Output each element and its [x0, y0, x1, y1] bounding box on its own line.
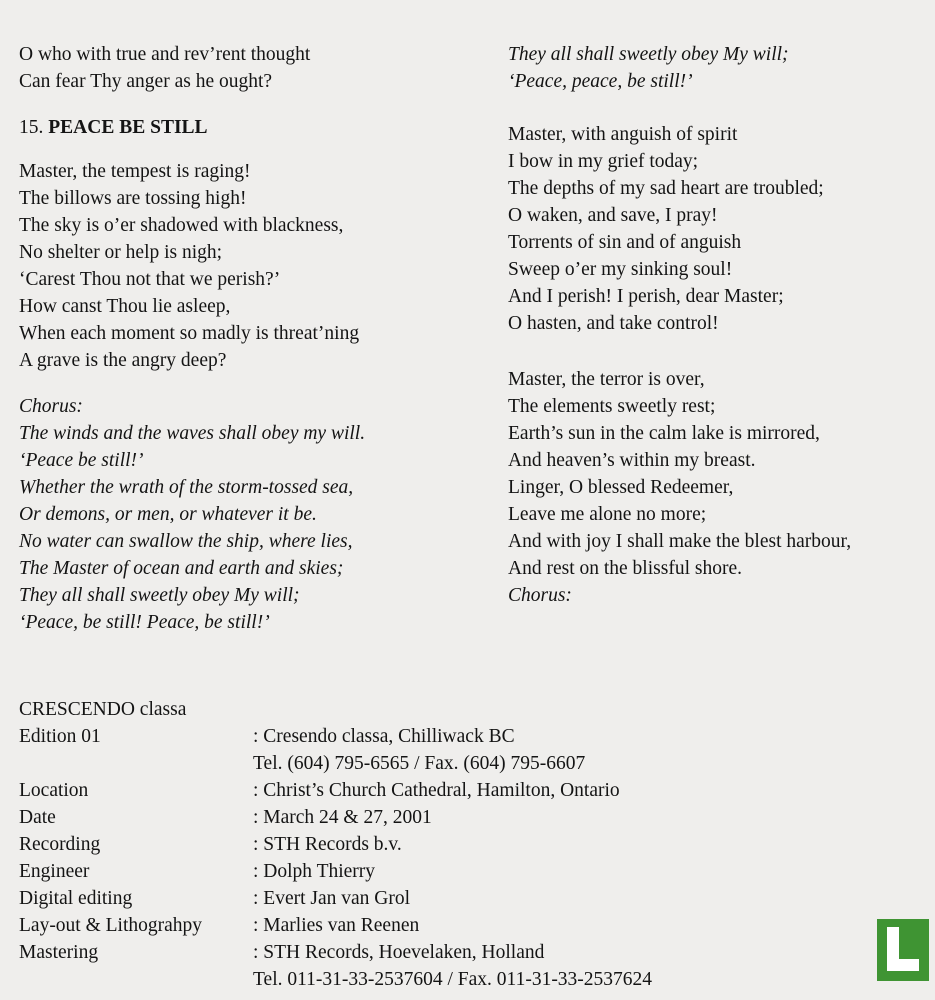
credit-value: Tel. (604) 795-6565 / Fax. (604) 795-6607 — [253, 753, 586, 774]
verse1-line-2: The billows are tossing high! — [19, 188, 247, 209]
credit-value: : Cresendo classa, Chilliwack BC — [253, 726, 515, 747]
credit-value: : Marlies van Reenen — [253, 915, 420, 936]
credit-label: Digital editing — [19, 888, 133, 909]
chorus-end-line-2: ‘Peace, peace, be still!’ — [508, 71, 693, 92]
credits-heading: CRESCENDO classa — [19, 699, 187, 720]
chorus-label-left: Chorus: — [19, 396, 83, 417]
credit-value: Tel. 011-31-33-2537604 / Fax. 011-31-33-2537624 — [253, 969, 653, 990]
verse2-line-5: Torrents of sin and of anguish — [508, 232, 742, 253]
verse1-line-3: The sky is o’er shadowed with blackness, — [19, 215, 344, 236]
credit-label: Lay-out & Lithograhpy — [19, 915, 203, 936]
credit-label: Engineer — [19, 861, 90, 882]
logo-letter-base — [887, 959, 919, 971]
chorus-line-6: The Master of ocean and earth and skies; — [19, 558, 344, 579]
credit-label: Edition 01 — [19, 726, 101, 747]
chorus-label-right: Chorus: — [508, 585, 572, 606]
chorus-line-2: ‘Peace be still!’ — [19, 450, 144, 471]
chorus-end-line-1: They all shall sweetly obey My will; — [508, 44, 789, 65]
intro-line-1: O who with true and rev’rent thought — [19, 44, 311, 65]
verse2-line-8: O hasten, and take control! — [508, 313, 719, 334]
credit-label: Mastering — [19, 942, 99, 963]
label-logo-icon — [877, 919, 929, 981]
chorus-line-7: They all shall sweetly obey My will; — [19, 585, 300, 606]
credit-value: : Christ’s Church Cathedral, Hamilton, Ontario — [253, 780, 620, 801]
chorus-line-1: The winds and the waves shall obey my will. — [19, 423, 366, 444]
verse1-line-4: No shelter or help is nigh; — [19, 242, 223, 263]
verse2-line-1: Master, with anguish of spirit — [508, 124, 738, 145]
chorus-line-8: ‘Peace, be still! Peace, be still!’ — [19, 612, 270, 633]
verse2-line-4: O waken, and save, I pray! — [508, 205, 718, 226]
verse3-line-8: And rest on the blissful shore. — [508, 558, 742, 579]
chorus-line-5: No water can swallow the ship, where lies, — [19, 531, 353, 552]
credit-value: : STH Records b.v. — [253, 834, 402, 855]
verse3-line-3: Earth’s sun in the calm lake is mirrored, — [508, 423, 820, 444]
credit-value: : Dolph Thierry — [253, 861, 376, 882]
verse1-line-6: How canst Thou lie asleep, — [19, 296, 231, 317]
verse3-line-7: And with joy I shall make the blest harbour, — [508, 531, 852, 552]
hymn-number: 15. — [19, 117, 44, 138]
hymn-title: PEACE BE STILL — [48, 117, 208, 138]
verse2-line-3: The depths of my sad heart are troubled; — [508, 178, 824, 199]
credit-label: Date — [19, 807, 56, 828]
verse2-line-6: Sweep o’er my sinking soul! — [508, 259, 733, 280]
verse3-line-1: Master, the terror is over, — [508, 369, 705, 390]
chorus-line-3: Whether the wrath of the storm-tossed sea, — [19, 477, 354, 498]
verse3-line-4: And heaven’s within my breast. — [508, 450, 756, 471]
verse3-line-6: Leave me alone no more; — [508, 504, 707, 525]
verse3-line-2: The elements sweetly rest; — [508, 396, 716, 417]
verse1-line-8: A grave is the angry deep? — [19, 350, 227, 371]
hymn-heading — [19, 114, 208, 141]
credit-value: : Evert Jan van Grol — [253, 888, 411, 909]
verse3-line-5: Linger, O blessed Redeemer, — [508, 477, 734, 498]
credit-value: : March 24 & 27, 2001 — [253, 807, 432, 828]
credit-value: : STH Records, Hoevelaken, Holland — [253, 942, 545, 963]
credit-label: Recording — [19, 834, 101, 855]
verse2-line-7: And I perish! I perish, dear Master; — [508, 286, 784, 307]
verse1-line-5: ‘Carest Thou not that we perish?’ — [19, 269, 281, 290]
verse1-line-7: When each moment so madly is threat’ning — [19, 323, 360, 344]
credit-label: Location — [19, 780, 89, 801]
verse1-line-1: Master, the tempest is raging! — [19, 161, 251, 182]
intro-line-2: Can fear Thy anger as he ought? — [19, 71, 273, 92]
verse2-line-2: I bow in my grief today; — [508, 151, 699, 172]
chorus-line-4: Or demons, or men, or whatever it be. — [19, 504, 317, 525]
